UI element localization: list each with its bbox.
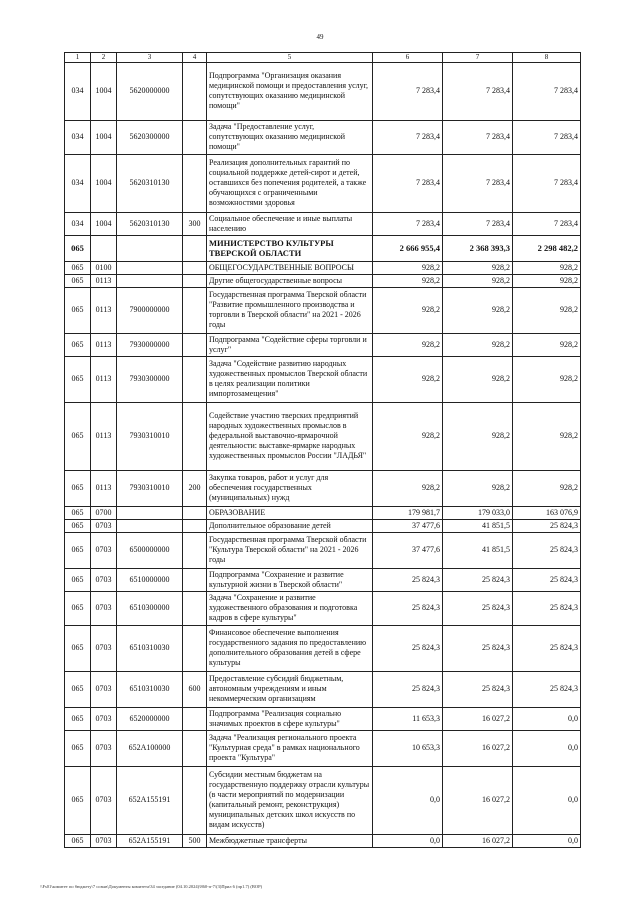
cell-expense-type — [183, 356, 207, 402]
cell-expense-type — [183, 506, 207, 519]
cell-target-code: 7900000000 — [117, 287, 183, 333]
column-header-3: 3 — [117, 53, 183, 63]
cell-section-code: 1004 — [91, 62, 117, 120]
cell-amount-2: 7 283,4 — [443, 154, 513, 212]
column-header-2: 2 — [91, 53, 117, 63]
cell-amount-1: 7 283,4 — [373, 212, 443, 235]
table-row — [65, 519, 581, 532]
cell-amount-3: 928,2 — [513, 333, 581, 356]
cell-target-code: 6520000000 — [117, 707, 183, 730]
cell-target-code: 5620000000 — [117, 62, 183, 120]
cell-amount-3: 7 283,4 — [513, 154, 581, 212]
cell-description: Межбюджетные трансферты — [207, 834, 373, 847]
table-row — [65, 212, 581, 235]
cell-amount-3: 25 824,3 — [513, 591, 581, 625]
cell-expense-type — [183, 62, 207, 120]
cell-amount-1: 928,2 — [373, 261, 443, 274]
cell-amount-2: 928,2 — [443, 274, 513, 287]
cell-ministry-code: 065 — [65, 707, 91, 730]
cell-expense-type: 300 — [183, 212, 207, 235]
cell-description: Содействие участию тверских предприятий народных художественных промыслов в федеральной выставочно-ярмарочной деятельности: выставке-ярмарке народных художественных промыслов России "ЛАДЬЯ" — [207, 402, 373, 470]
cell-description: Подпрограмма "Организация оказания медицинской помощи и предоставления услуг, сопутствующих оказанию медицинской помощи" — [207, 62, 373, 120]
cell-expense-type — [183, 333, 207, 356]
cell-amount-2: 16 027,2 — [443, 707, 513, 730]
cell-ministry-code: 065 — [65, 235, 91, 261]
budget-table — [64, 52, 581, 848]
cell-amount-1: 37 477,6 — [373, 519, 443, 532]
cell-ministry-code: 065 — [65, 261, 91, 274]
budget-table-body — [65, 62, 581, 847]
table-row — [65, 333, 581, 356]
cell-description: МИНИСТЕРСТВО КУЛЬТУРЫ ТВЕРСКОЙ ОБЛАСТИ — [207, 235, 373, 261]
cell-description: Предоставление субсидий бюджетным, автономным учреждениям и иным некоммерческим организациям — [207, 671, 373, 707]
cell-target-code: 5620310130 — [117, 154, 183, 212]
cell-section-code: 0700 — [91, 506, 117, 519]
cell-expense-type — [183, 261, 207, 274]
cell-description: Подпрограмма "Сохранение и развитие культурной жизни в Тверской области" — [207, 568, 373, 591]
cell-amount-2: 928,2 — [443, 287, 513, 333]
cell-ministry-code: 065 — [65, 402, 91, 470]
cell-description: Задача "Реализация регионального проекта "Культурная среда" в рамках национального проекта "Культура" — [207, 730, 373, 766]
cell-description: Государственная программа Тверской области "Развитие промышленного производства и торговли в Тверской области" на 2021 - 2026 годы — [207, 287, 373, 333]
cell-description: Реализация дополнительных гарантий по социальной поддержке детей-сирот и детей, оставшихся без попечения родителей, а также обучающихся с ограниченными возможностями здоровья — [207, 154, 373, 212]
cell-amount-2: 7 283,4 — [443, 212, 513, 235]
cell-target-code: 6500000000 — [117, 532, 183, 568]
cell-expense-type — [183, 235, 207, 261]
cell-ministry-code: 034 — [65, 120, 91, 154]
cell-expense-type — [183, 287, 207, 333]
cell-target-code: 652A155191 — [117, 834, 183, 847]
cell-amount-2: 16 027,2 — [443, 834, 513, 847]
table-row — [65, 568, 581, 591]
cell-amount-2: 25 824,3 — [443, 671, 513, 707]
cell-ministry-code: 065 — [65, 568, 91, 591]
cell-ministry-code: 065 — [65, 730, 91, 766]
cell-ministry-code: 065 — [65, 333, 91, 356]
cell-expense-type — [183, 274, 207, 287]
table-row — [65, 261, 581, 274]
cell-ministry-code: 065 — [65, 519, 91, 532]
cell-amount-3: 0,0 — [513, 707, 581, 730]
cell-section-code: 0703 — [91, 834, 117, 847]
cell-amount-3: 928,2 — [513, 356, 581, 402]
cell-amount-2: 2 368 393,3 — [443, 235, 513, 261]
table-row — [65, 625, 581, 671]
cell-expense-type — [183, 766, 207, 834]
cell-amount-3: 2 298 482,2 — [513, 235, 581, 261]
cell-target-code — [117, 506, 183, 519]
cell-target-code: 7930310010 — [117, 402, 183, 470]
cell-expense-type — [183, 154, 207, 212]
cell-amount-1: 7 283,4 — [373, 154, 443, 212]
cell-ministry-code: 065 — [65, 506, 91, 519]
cell-amount-3: 928,2 — [513, 402, 581, 470]
cell-target-code: 7930000000 — [117, 333, 183, 356]
cell-amount-3: 0,0 — [513, 730, 581, 766]
cell-amount-1: 928,2 — [373, 356, 443, 402]
cell-section-code: 1004 — [91, 212, 117, 235]
cell-description: Государственная программа Тверской области "Культура Тверской области" на 2021 - 2026 годы — [207, 532, 373, 568]
cell-target-code: 5620300000 — [117, 120, 183, 154]
cell-description: ОБРАЗОВАНИЕ — [207, 506, 373, 519]
cell-ministry-code: 034 — [65, 154, 91, 212]
cell-ministry-code: 034 — [65, 212, 91, 235]
cell-section-code: 0703 — [91, 532, 117, 568]
cell-amount-1: 25 824,3 — [373, 671, 443, 707]
cell-expense-type — [183, 532, 207, 568]
cell-ministry-code: 065 — [65, 356, 91, 402]
cell-amount-3: 7 283,4 — [513, 120, 581, 154]
cell-expense-type — [183, 120, 207, 154]
cell-description: Подпрограмма "Содействие сферы торговли и услуг" — [207, 333, 373, 356]
cell-section-code: 0703 — [91, 730, 117, 766]
cell-section-code: 0703 — [91, 625, 117, 671]
cell-section-code: 0113 — [91, 402, 117, 470]
cell-section-code: 0703 — [91, 671, 117, 707]
column-header-6: 6 — [373, 53, 443, 63]
cell-section-code: 0113 — [91, 356, 117, 402]
cell-amount-3: 7 283,4 — [513, 212, 581, 235]
cell-ministry-code: 065 — [65, 766, 91, 834]
cell-amount-1: 2 666 955,4 — [373, 235, 443, 261]
cell-expense-type — [183, 707, 207, 730]
cell-ministry-code: 065 — [65, 625, 91, 671]
cell-ministry-code: 034 — [65, 62, 91, 120]
cell-description: Задача "Содействие развитию народных художественных промыслов Тверской области в целях реализации политики импортозамещения" — [207, 356, 373, 402]
table-row — [65, 532, 581, 568]
cell-ministry-code: 065 — [65, 591, 91, 625]
cell-amount-2: 179 033,0 — [443, 506, 513, 519]
cell-section-code: 1004 — [91, 154, 117, 212]
cell-amount-1: 0,0 — [373, 834, 443, 847]
cell-section-code — [91, 235, 117, 261]
cell-amount-3: 928,2 — [513, 274, 581, 287]
cell-amount-2: 928,2 — [443, 356, 513, 402]
cell-amount-1: 0,0 — [373, 766, 443, 834]
cell-amount-3: 928,2 — [513, 261, 581, 274]
cell-amount-1: 928,2 — [373, 470, 443, 506]
table-row — [65, 834, 581, 847]
cell-ministry-code: 065 — [65, 671, 91, 707]
column-number-header-row — [65, 53, 581, 63]
cell-section-code: 0703 — [91, 766, 117, 834]
cell-amount-3: 163 076,9 — [513, 506, 581, 519]
cell-amount-1: 7 283,4 — [373, 120, 443, 154]
cell-description: Другие общегосударственные вопросы — [207, 274, 373, 287]
table-row — [65, 591, 581, 625]
table-row — [65, 356, 581, 402]
cell-target-code — [117, 261, 183, 274]
cell-description: Дополнительное образование детей — [207, 519, 373, 532]
table-row — [65, 62, 581, 120]
column-header-1: 1 — [65, 53, 91, 63]
cell-amount-1: 11 653,3 — [373, 707, 443, 730]
cell-amount-2: 928,2 — [443, 333, 513, 356]
cell-amount-1: 928,2 — [373, 287, 443, 333]
cell-expense-type — [183, 519, 207, 532]
cell-target-code: 652A155191 — [117, 766, 183, 834]
cell-target-code: 652A100000 — [117, 730, 183, 766]
cell-description: Субсидии местным бюджетам на государственную поддержку отрасли культуры (в части мероприятий по модернизации (капитальный ремонт, реконструкция) муниципальных детских школ искусств по видам искусств) — [207, 766, 373, 834]
column-header-4: 4 — [183, 53, 207, 63]
cell-amount-1: 928,2 — [373, 274, 443, 287]
table-row — [65, 274, 581, 287]
cell-target-code: 6510310030 — [117, 625, 183, 671]
cell-amount-2: 25 824,3 — [443, 625, 513, 671]
cell-target-code — [117, 235, 183, 261]
cell-expense-type — [183, 568, 207, 591]
cell-description: Закупка товаров, работ и услуг для обеспечения государственных (муниципальных) нужд — [207, 470, 373, 506]
cell-amount-3: 7 283,4 — [513, 62, 581, 120]
cell-section-code: 1004 — [91, 120, 117, 154]
cell-amount-2: 7 283,4 — [443, 62, 513, 120]
cell-target-code: 6510000000 — [117, 568, 183, 591]
cell-expense-type — [183, 591, 207, 625]
table-row — [65, 707, 581, 730]
cell-target-code — [117, 519, 183, 532]
column-header-8: 8 — [513, 53, 581, 63]
cell-ministry-code: 065 — [65, 470, 91, 506]
cell-section-code: 0100 — [91, 261, 117, 274]
cell-expense-type — [183, 625, 207, 671]
cell-target-code: 6510300000 — [117, 591, 183, 625]
table-row — [65, 120, 581, 154]
cell-amount-1: 25 824,3 — [373, 625, 443, 671]
cell-amount-2: 928,2 — [443, 261, 513, 274]
page-number: 49 — [316, 33, 324, 41]
cell-target-code: 6510310030 — [117, 671, 183, 707]
cell-amount-2: 41 851,5 — [443, 519, 513, 532]
cell-amount-1: 179 981,7 — [373, 506, 443, 519]
cell-ministry-code: 065 — [65, 274, 91, 287]
cell-amount-3: 25 824,3 — [513, 671, 581, 707]
cell-amount-2: 7 283,4 — [443, 120, 513, 154]
cell-section-code: 0703 — [91, 519, 117, 532]
cell-amount-1: 928,2 — [373, 333, 443, 356]
cell-amount-3: 0,0 — [513, 766, 581, 834]
cell-section-code: 0113 — [91, 287, 117, 333]
column-header-7: 7 — [443, 53, 513, 63]
cell-section-code: 0703 — [91, 707, 117, 730]
cell-amount-3: 928,2 — [513, 287, 581, 333]
table-row — [65, 730, 581, 766]
cell-ministry-code: 065 — [65, 834, 91, 847]
cell-amount-3: 25 824,3 — [513, 625, 581, 671]
table-row — [65, 402, 581, 470]
cell-description: Подпрограмма "Реализация социально значимых проектов в сфере культуры" — [207, 707, 373, 730]
cell-description: ОБЩЕГОСУДАРСТВЕННЫЕ ВОПРОСЫ — [207, 261, 373, 274]
cell-target-code: 7930300000 — [117, 356, 183, 402]
cell-amount-3: 928,2 — [513, 470, 581, 506]
cell-amount-3: 25 824,3 — [513, 519, 581, 532]
cell-ministry-code: 065 — [65, 532, 91, 568]
cell-description: Задача "Предоставление услуг, сопутствующих оказанию медицинской помощи" — [207, 120, 373, 154]
cell-target-code: 7930310010 — [117, 470, 183, 506]
table-row — [65, 766, 581, 834]
cell-amount-1: 928,2 — [373, 402, 443, 470]
cell-section-code: 0113 — [91, 470, 117, 506]
table-row — [65, 154, 581, 212]
table-row — [65, 470, 581, 506]
cell-expense-type — [183, 730, 207, 766]
cell-expense-type — [183, 402, 207, 470]
cell-target-code: 5620310130 — [117, 212, 183, 235]
cell-expense-type: 500 — [183, 834, 207, 847]
file-path-footer: \\Fs01\комитет по бюджету\7 созыв\Документы комитета\34 заседание (04.10.2024)\860-п-7\(3)Прил 6 (пр1.7) (ВОР) — [40, 884, 263, 889]
cell-amount-2: 928,2 — [443, 470, 513, 506]
table-row — [65, 287, 581, 333]
cell-amount-1: 25 824,3 — [373, 591, 443, 625]
cell-target-code — [117, 274, 183, 287]
cell-amount-2: 25 824,3 — [443, 568, 513, 591]
cell-description: Социальное обеспечение и иные выплаты населению — [207, 212, 373, 235]
cell-section-code: 0113 — [91, 333, 117, 356]
cell-description: Задача "Сохранение и развитие художественного образования и подготовка кадров в сфере культуры" — [207, 591, 373, 625]
cell-amount-2: 928,2 — [443, 402, 513, 470]
cell-amount-3: 25 824,3 — [513, 532, 581, 568]
cell-section-code: 0113 — [91, 274, 117, 287]
cell-amount-1: 37 477,6 — [373, 532, 443, 568]
cell-section-code: 0703 — [91, 568, 117, 591]
cell-ministry-code: 065 — [65, 287, 91, 333]
cell-amount-3: 25 824,3 — [513, 568, 581, 591]
table-row — [65, 235, 581, 261]
cell-amount-2: 41 851,5 — [443, 532, 513, 568]
cell-section-code: 0703 — [91, 591, 117, 625]
cell-expense-type: 600 — [183, 671, 207, 707]
cell-amount-2: 25 824,3 — [443, 591, 513, 625]
cell-amount-2: 16 027,2 — [443, 730, 513, 766]
cell-amount-3: 0,0 — [513, 834, 581, 847]
cell-amount-2: 16 027,2 — [443, 766, 513, 834]
cell-amount-1: 7 283,4 — [373, 62, 443, 120]
cell-description: Финансовое обеспечение выполнения государственного задания по предоставлению дополнительного образования детей в сфере культуры — [207, 625, 373, 671]
cell-amount-1: 25 824,3 — [373, 568, 443, 591]
cell-amount-1: 10 653,3 — [373, 730, 443, 766]
table-row — [65, 671, 581, 707]
cell-expense-type: 200 — [183, 470, 207, 506]
table-row — [65, 506, 581, 519]
column-header-5: 5 — [207, 53, 373, 63]
